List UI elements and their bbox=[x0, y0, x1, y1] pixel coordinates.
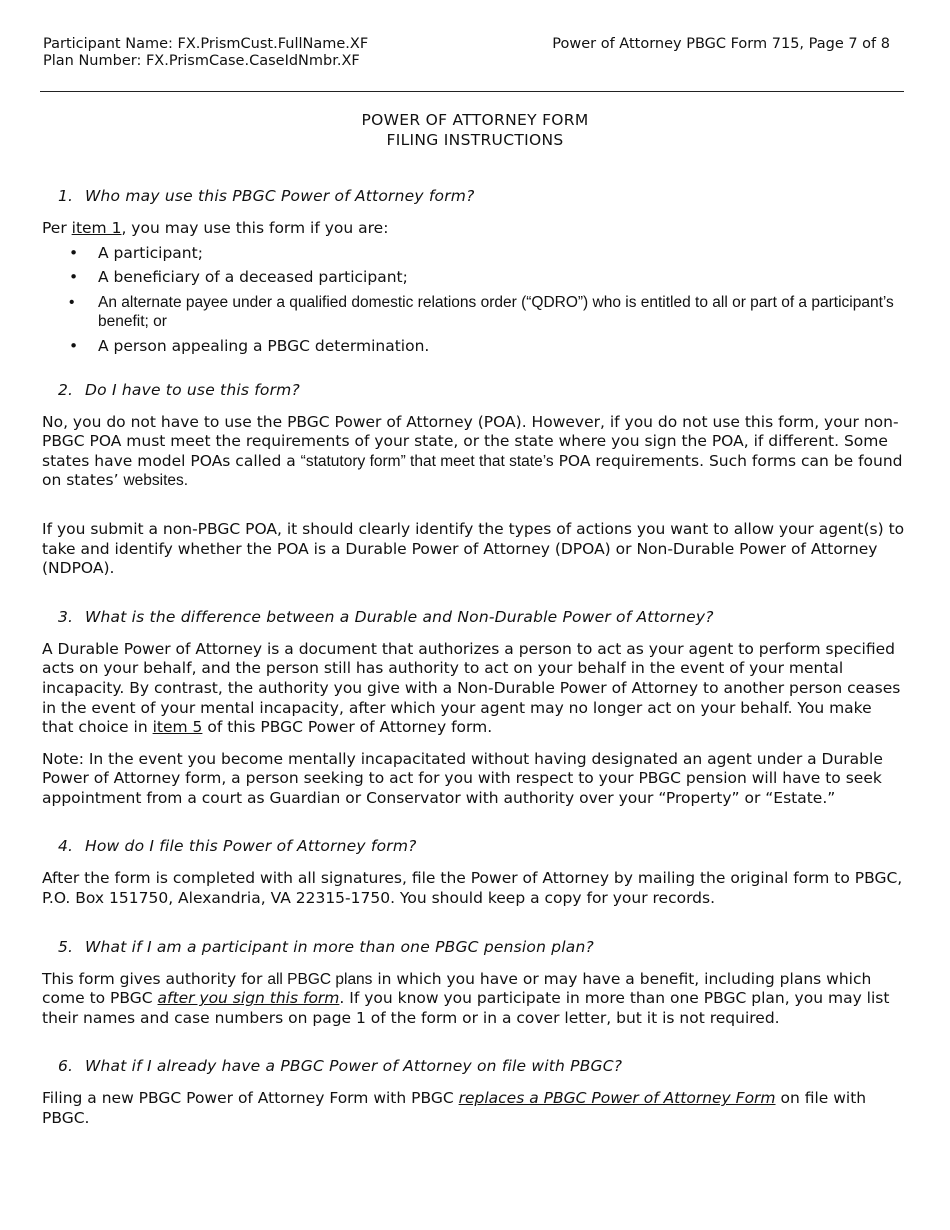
page-title bbox=[0, 110, 950, 150]
form-page-label: Power of Attorney PBGC Form 715, Page 7 of 8 bbox=[552, 36, 890, 52]
participant-name-line: Participant Name: FX.PrismCust.FullName.XF bbox=[43, 36, 369, 52]
section-2-paragraph-1: No, you do not have to use the PBGC Power of Attorney (POA). However, if you do not use this form, your non-PBGC POA must meet the requirements of your state, or the state where you sign the POA, if different. Some states have model POAs called a “statutory form” that meet that state’s POA requirements. Such forms can be found on states’ websites. bbox=[42, 412, 903, 490]
header-divider bbox=[40, 91, 904, 92]
instructions-body bbox=[42, 186, 908, 1129]
question-2: 2. Do I have to use this form? bbox=[58, 380, 300, 399]
list-item: • A person appealing a PBGC determination. bbox=[42, 337, 908, 357]
question-4: 4. How do I file this Power of Attorney form? bbox=[58, 837, 417, 856]
list-item: • A beneficiary of a deceased participant; bbox=[42, 268, 908, 288]
section-1-intro: Per item 1, you may use this form if you are: bbox=[42, 219, 389, 237]
list-item: • An alternate payee under a qualified domestic relations order (“QDRO”) who is entitled to all or part of a participant’s benefit; or bbox=[42, 293, 908, 332]
question-6: 6. What if I already have a PBGC Power of Attorney on file with PBGC? bbox=[58, 1057, 623, 1076]
section-3-paragraph-1: A Durable Power of Attorney is a document that authorizes a person to act as your agent to perform specified acts on your behalf, and the person still has authority to act on your behalf in the event of your mental incapacity. By contrast, the authority you give with a Non-Durable Power of Attorney to another person ceases in the event of your mental incapacity, after which your agent may no longer act on your behalf. You make that choice in item 5 of this PBGC Power of Attorney form. bbox=[42, 639, 901, 737]
section-6-paragraph: Filing a new PBGC Power of Attorney Form with PBGC replaces a PBGC Power of Attorney Form on file with PBGC. bbox=[42, 1089, 867, 1128]
title-line-1: POWER OF ATTORNEY FORM bbox=[361, 111, 589, 129]
item-1-link[interactable]: item 1 bbox=[71, 219, 122, 237]
question-3: 3. What is the difference between a Durable and Non-Durable Power of Attorney? bbox=[58, 607, 714, 626]
section-5-paragraph: This form gives authority for all PBGC plans in which you have or may have a benefit, including plans which come to PBGC after you sign this form. If you know you participate in more than one PBGC plan, you may list their names and case numbers on page 1 of the form or in a cover letter, but it is not required. bbox=[42, 969, 890, 1027]
section-3-note: Note: In the event you become mentally incapacitated without having designated an agent under a Durable Power of Attorney form, a person seeking to act for you with respect to your PBGC pension will have to seek appointment from a court as Guardian or Conservator with authority over your “Property” or “Estate.” bbox=[42, 749, 883, 807]
question-1: 1. Who may use this PBGC Power of Attorney form? bbox=[58, 187, 475, 205]
section-4-paragraph: After the form is completed with all signatures, file the Power of Attorney by mailing the original form to PBGC, P.O. Box 151750, Alexandria, VA 22315-1750. You should keep a copy for your records. bbox=[42, 869, 903, 908]
plan-number-line: Plan Number: FX.PrismCase.CaseIdNmbr.XF bbox=[43, 53, 360, 69]
section-2-paragraph-2: If you submit a non-PBGC POA, it should clearly identify the types of actions you want to allow your agent(s) to take and identify whether the POA is a Durable Power of Attorney (DPOA) or Non-Durable Power of Attorney (NDPOA). bbox=[42, 519, 905, 578]
question-5: 5. What if I am a participant in more than one PBGC pension plan? bbox=[58, 937, 594, 956]
page-header bbox=[43, 36, 890, 70]
item-5-link[interactable]: item 5 bbox=[152, 718, 203, 737]
title-line-2: FILING INSTRUCTIONS bbox=[386, 131, 564, 149]
list-item: • A participant; bbox=[42, 244, 908, 264]
eligibility-list bbox=[42, 244, 908, 357]
